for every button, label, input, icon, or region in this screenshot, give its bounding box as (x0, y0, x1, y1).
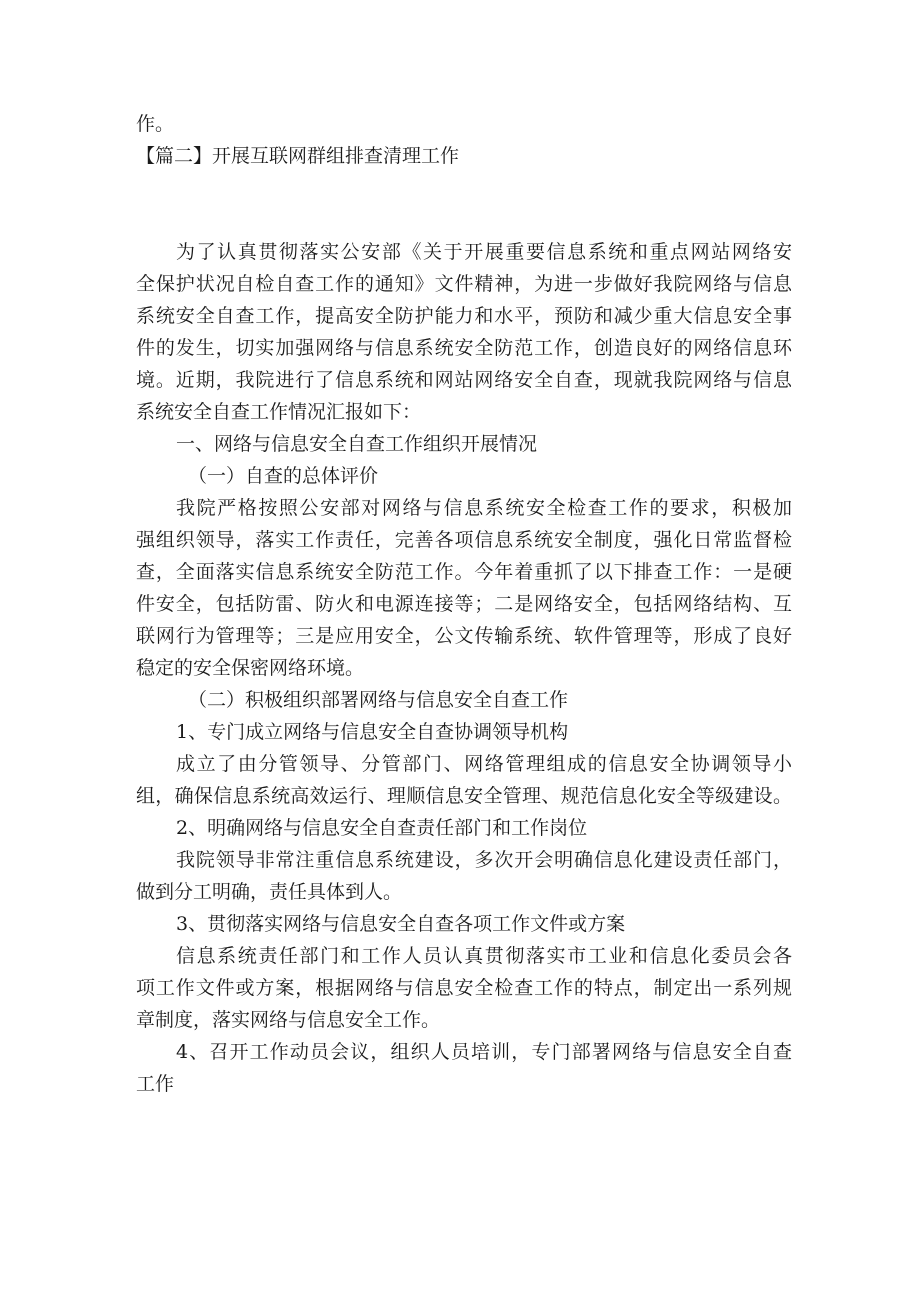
paragraph-line: 件安全，包括防雷、防火和电源连接等；二是网络安全，包括网络结构、互 (136, 593, 792, 615)
paragraph-line: 境。近期，我院进行了信息系统和网站网络安全自查，现就我院网络与信息 (136, 369, 792, 391)
paragraph-line: 件的发生，切实加强网络与信息系统安全防范工作，创造良好的网络信息环 (136, 337, 792, 359)
paragraph-line: 全保护状况自检自查工作的通知》文件精神，为进一步做好我院网络与信息 (136, 273, 792, 295)
section-title: 【篇二】开展互联网群组排查清理工作 (136, 145, 460, 167)
heading-level-3: 1、专门成立网络与信息安全自查协调领导机构 (176, 721, 569, 743)
paragraph-line: 做到分工明确，责任具体到人。 (136, 881, 403, 903)
heading-level-1: 一、网络与信息安全自查工作组织开展情况 (176, 433, 538, 455)
paragraph-line: 查，全面落实信息系统安全防范工作。今年着重抓了以下排查工作：一是硬 (136, 561, 792, 583)
paragraph-line: 信息系统责任部门和工作人员认真贯彻落实市工业和信息化委员会各 (176, 945, 792, 967)
paragraph-line: 系统安全自查工作，提高安全防护能力和水平，预防和减少重大信息安全事 (136, 305, 792, 327)
heading-level-3: 4、召开工作动员会议，组织人员培训，专门部署网络与信息安全自查 (176, 1041, 792, 1063)
text-line: 作。 (136, 113, 175, 135)
paragraph-line: 成立了由分管领导、分管部门、网络管理组成的信息安全协调领导小 (176, 753, 792, 775)
paragraph-line: 章制度，落实网络与信息安全工作。 (136, 1009, 441, 1031)
paragraph-line: 我院严格按照公安部对网络与信息系统安全检查工作的要求，积极加 (176, 497, 792, 519)
paragraph-line: 组，确保信息系统高效运行、理顺信息安全管理、规范信息化安全等级建设。 (136, 785, 792, 807)
paragraph-line: 强组织领导，落实工作责任，完善各项信息系统安全制度，强化日常监督检 (136, 529, 792, 551)
heading-level-3: 2、明确网络与信息安全自查责任部门和工作岗位 (176, 817, 588, 839)
paragraph-line: 系统安全自查工作情况汇报如下： (136, 401, 422, 423)
heading-level-3: 3、贯彻落实网络与信息安全自查各项工作文件或方案 (176, 913, 626, 935)
heading-level-2: （二）积极组织部署网络与信息安全自查工作 (188, 689, 569, 711)
heading-level-2: （一）自查的总体评价 (188, 465, 379, 487)
paragraph-line: 我院领导非常注重信息系统建设，多次开会明确信息化建设责任部门， (176, 849, 792, 871)
document-body (136, 108, 792, 1100)
paragraph-line: 稳定的安全保密网络环境。 (136, 657, 365, 679)
paragraph-line: 项工作文件或方案，根据网络与信息安全检查工作的特点，制定出一系列规 (136, 977, 792, 999)
paragraph-line: 为了认真贯彻落实公安部《关于开展重要信息系统和重点网站网络安 (176, 241, 792, 263)
paragraph-line: 联网行为管理等；三是应用安全，公文传输系统、软件管理等，形成了良好 (136, 625, 792, 647)
paragraph-line: 工作 (136, 1073, 175, 1095)
